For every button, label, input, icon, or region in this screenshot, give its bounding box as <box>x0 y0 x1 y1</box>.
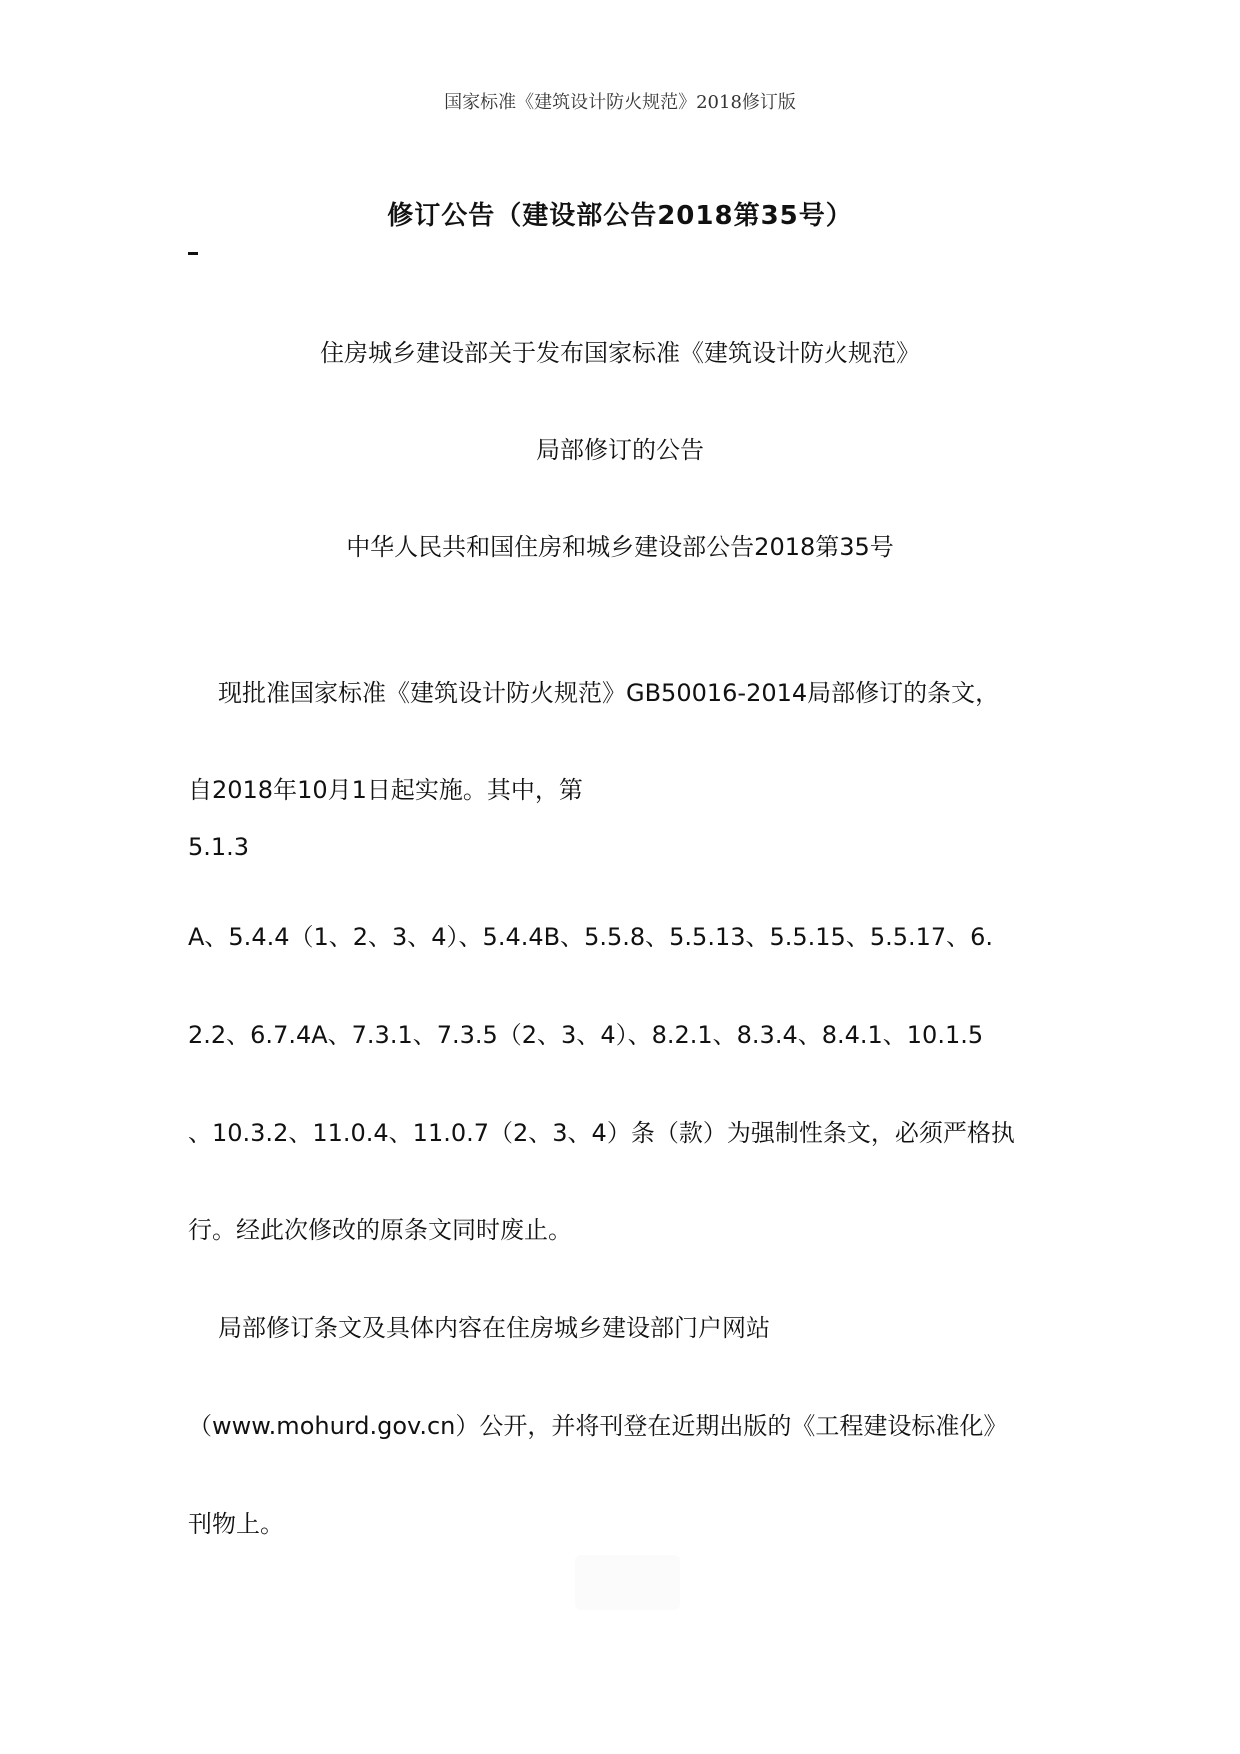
subheading-line-3: 中华人民共和国住房和城乡建设部公告2018第35号 <box>346 533 894 561</box>
subheading-line-2: 局部修订的公告 <box>536 436 704 464</box>
subheading-line-1: 住房城乡建设部关于发布国家标准《建筑设计防火规范》 <box>320 339 920 367</box>
separator-dash <box>188 252 198 255</box>
paragraph-1-line: 行。经此次修改的原条文同时废止。 <box>188 1216 572 1244</box>
paragraph-1-line: 自2018年10月1日起实施。其中，第 <box>188 776 583 804</box>
paragraph-1-line: 5.1.3 <box>188 833 250 861</box>
paragraph-2-line: 局部修订条文及具体内容在住房城乡建设部门户网站 <box>218 1314 770 1342</box>
paragraph-1-line: 现批准国家标准《建筑设计防火规范》GB50016-2014局部修订的条文， <box>218 679 1000 707</box>
paragraph-1-line: 、10.3.2、11.0.4、11.0.7（2、3、4）条（款）为强制性条文，必须严格执 <box>188 1119 1015 1147</box>
paragraph-2-line: （www.mohurd.gov.cn）公开，并将刊登在近期出版的《工程建设标准化》 <box>188 1412 1008 1440</box>
running-header: 国家标准《建筑设计防火规范》2018修订版 <box>444 92 796 113</box>
paragraph-1-line: 2.2、6.7.4A、7.3.1、7.3.5（2、3、4）、8.2.1、8.3.4、8.4.1、10.1.5 <box>188 1021 984 1049</box>
document-title: 修订公告（建设部公告2018第35号） <box>387 201 853 231</box>
paragraph-1-line: A、5.4.4（1、2、3、4）、5.4.4B、5.5.8、5.5.13、5.5.15、5.5.17、6. <box>188 923 994 951</box>
faint-watermark <box>575 1555 680 1610</box>
paragraph-2-line: 刊物上。 <box>188 1510 284 1538</box>
